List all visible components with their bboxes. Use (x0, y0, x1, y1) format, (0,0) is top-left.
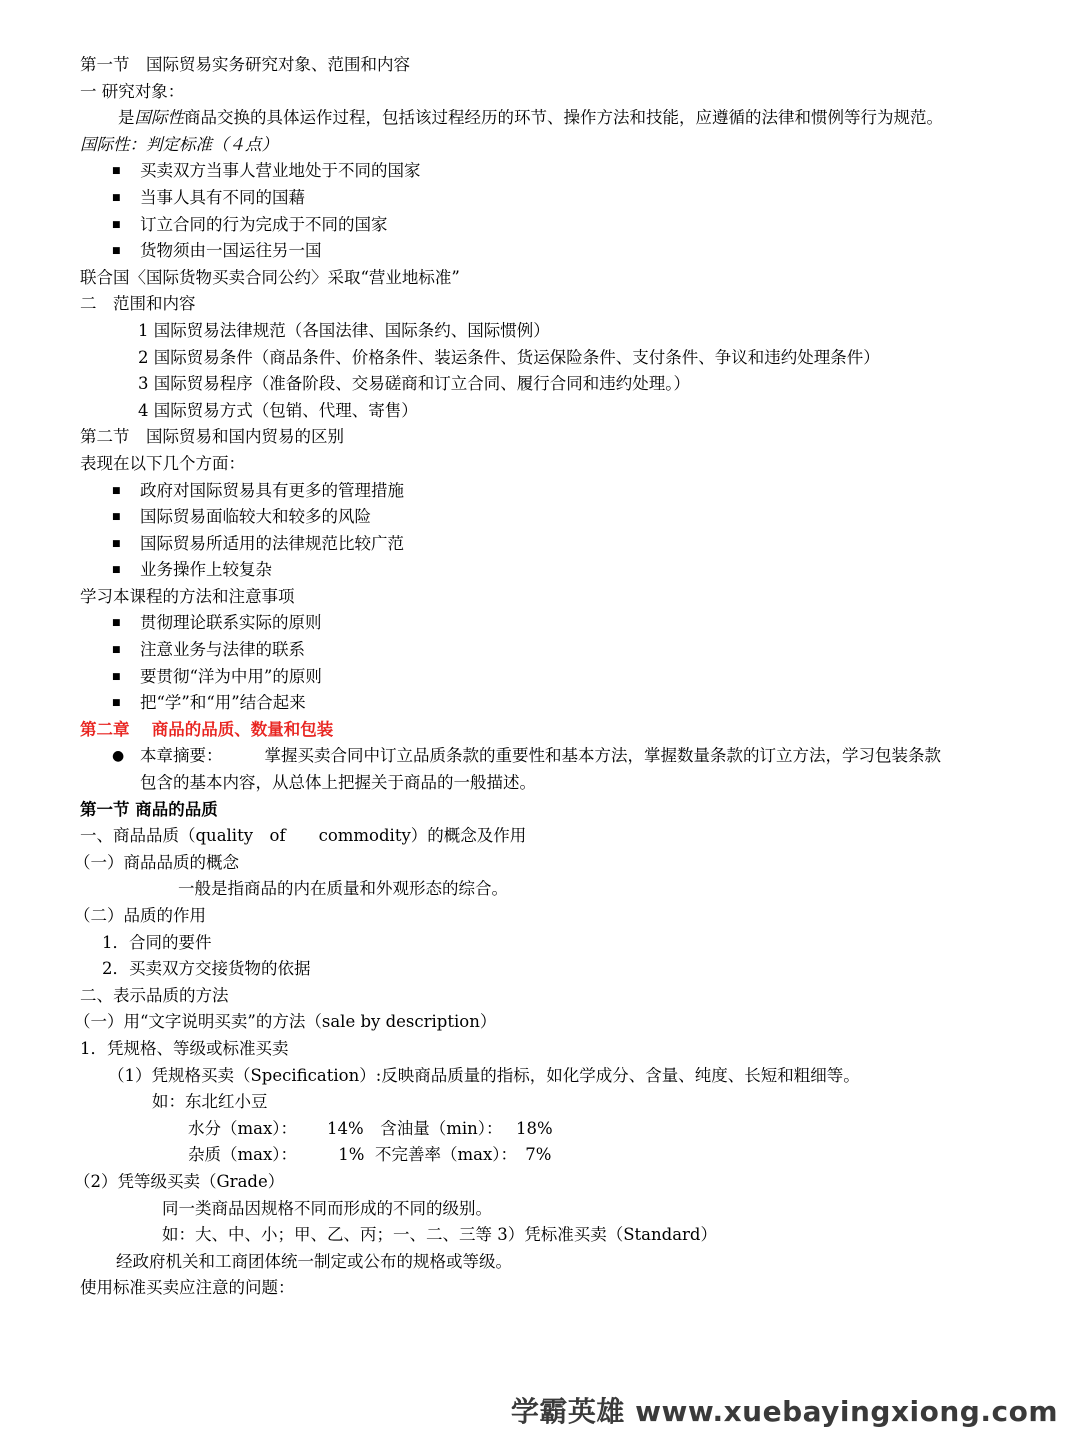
paragraph: 联合国〈国际货物买卖合同公约〉采取“营业地标准” (80, 267, 460, 287)
list-item: ■ 注意业务与法律的联系 (80, 637, 1020, 664)
subheading: 二、表示品质的方法 (80, 985, 229, 1005)
subheading: 二 范围和内容 (80, 294, 196, 314)
bullet-square-icon: ■ (112, 565, 121, 576)
subheading: 一、商品品质（quality of commodity）的概念及作用 (80, 826, 527, 846)
bullet-square-icon: ■ (112, 512, 121, 523)
subheading: 1．凭规格、等级或标准买卖 (80, 1038, 289, 1058)
bullet-square-icon: ■ (112, 246, 121, 257)
list-item: ■ 当事人具有不同的国藉 (80, 185, 1020, 212)
bullet-square-icon: ■ (112, 618, 121, 629)
example-line: 杂质（max）： 1% 不完善率（max）： 7% (188, 1145, 552, 1165)
numbered-item: 1．合同的要件 (102, 932, 212, 952)
bullet-square-icon: ■ (112, 192, 121, 203)
paragraph: 表现在以下几个方面： (80, 453, 245, 473)
bullet-dot-icon: ● (112, 748, 125, 765)
numbered-item: 2 国际贸易条件（商品条件、价格条件、装运条件、货运保险条件、支付条件、争议和违约处理条件） (138, 347, 880, 367)
bullet-square-icon: ■ (112, 645, 121, 656)
numbered-item: 1 国际贸易法律规范（各国法律、国际条约、国际惯例） (138, 320, 550, 340)
paragraph: 一般是指商品的内在质量和外观形态的综合。 (178, 879, 508, 899)
paragraph: （1）凭规格买卖（Specification）:反映商品质量的指标，如化学成分、含量、纯度、长短和粗细等。 (108, 1065, 860, 1085)
list-item: ■ 把“学”和“用”结合起来 (80, 690, 1020, 717)
bullet-square-icon: ■ (112, 671, 121, 682)
subheading: （2）凭等级买卖（Grade） (74, 1171, 285, 1191)
list-item: ■ 国际贸易面临较大和较多的风险 (80, 504, 1020, 531)
document-page (74, 52, 1020, 1302)
list-item: ■ 买卖双方当事人营业地处于不同的国家 (80, 158, 1020, 185)
list-item: ■ 货物须由一国运往另一国 (80, 238, 1020, 265)
bullet-square-icon: ■ (112, 485, 121, 496)
list-item: ■ 国际贸易所适用的法律规范比较广范 (80, 531, 1020, 558)
list-item: ■ 订立合同的行为完成于不同的国家 (80, 212, 1020, 239)
chapter-summary: ● 本章摘要： 掌握买卖合同中订立品质条款的重要性和基本方法，掌握数量条款的订立方法，学习包装条款 (80, 743, 1020, 770)
paragraph: 同一类商品因规格不同而形成的不同的级别。 (162, 1198, 492, 1218)
subheading: （一）用“文字说明买卖”的方法（sale by description） (74, 1012, 497, 1032)
criteria-heading: 国际性：判定标准（４点） (80, 134, 278, 154)
list-item: ■ 要贯彻“洋为中用”的原则 (80, 664, 1020, 691)
list-item: ■ 政府对国际贸易具有更多的管理措施 (80, 478, 1020, 505)
section-heading: 第一节 商品的品质 (80, 799, 218, 819)
subheading: 一 研究对象： (80, 81, 185, 101)
numbered-item: 4 国际贸易方式（包销、代理、寄售） (138, 400, 418, 420)
subheading: （一）商品品质的概念 (74, 852, 239, 872)
section-heading: 第二节 国际贸易和国内贸易的区别 (80, 427, 344, 447)
paragraph: 使用标准买卖应注意的问题： (80, 1278, 295, 1298)
paragraph: 如：大、中、小；甲、乙、丙；一、二、三等 3）凭标准买卖（Standard） (162, 1225, 717, 1245)
chapter-title: 第二章 商品的品质、数量和包装 (80, 719, 334, 739)
example-line: 如：东北红小豆 (152, 1092, 268, 1112)
section-heading: 第一节 国际贸易实务研究对象、范围和内容 (80, 55, 410, 74)
example-line: 水分（max）： 14% 含油量（min）： 18% (188, 1118, 553, 1138)
footer-watermark: 学霸英雄 www.xuebayingxiong.com (510, 1395, 1058, 1428)
list-item: ■ 贯彻理论联系实际的原则 (80, 610, 1020, 637)
numbered-item: 3 国际贸易程序（准备阶段、交易磋商和订立合同、履行合同和违约处理。） (138, 374, 690, 394)
bullet-square-icon: ■ (112, 219, 121, 230)
bullet-square-icon: ■ (112, 538, 121, 549)
chapter-summary-cont: 包含的基本内容，从总体上把握关于商品的一般描述。 (140, 773, 536, 793)
paragraph: 经政府机关和工商团体统一制定或公布的规格或等级。 (116, 1251, 512, 1271)
paragraph: 学习本课程的方法和注意事项 (80, 586, 295, 606)
bullet-square-icon: ■ (112, 166, 121, 177)
paragraph: 是国际性商品交换的具体运作过程，包括该过程经历的环节、操作方法和技能，应遵循的法律和惯例等行为规范。 (118, 108, 943, 128)
numbered-item: 2．买卖双方交接货物的依据 (102, 959, 311, 979)
list-item: ■ 业务操作上较复杂 (80, 557, 1020, 584)
subheading: （二）品质的作用 (74, 906, 206, 925)
bullet-square-icon: ■ (112, 698, 121, 709)
